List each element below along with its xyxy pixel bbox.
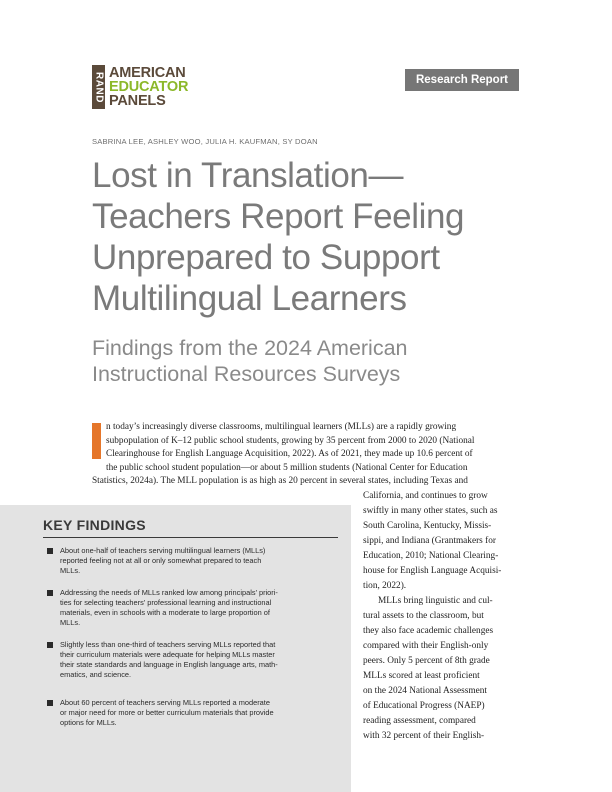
key-finding-line: their curriculum materials were adequate for helping MLLs master bbox=[60, 650, 275, 659]
body-line: reading assessment, compared bbox=[363, 716, 476, 726]
body-line: on the 2024 National Assessment bbox=[363, 686, 487, 696]
subtitle-line: Instructional Resources Surveys bbox=[92, 362, 401, 386]
key-finding-line: materials, even in schools with a moderate to large proportion of bbox=[60, 608, 270, 617]
logo-line-panels: PANELS bbox=[109, 93, 166, 109]
bullet-square-icon bbox=[47, 700, 53, 706]
logo-line-american: AMERICAN bbox=[109, 65, 186, 81]
body-line: compared with their English-only bbox=[363, 641, 489, 651]
key-finding-line: ties for selecting teachers’ professional learning and instructional bbox=[60, 598, 272, 607]
body-line: swiftly in many other states, such as bbox=[363, 506, 498, 516]
logo-line-educator: EDUCATOR bbox=[109, 79, 189, 95]
body-line: South Carolina, Kentucky, Missis- bbox=[363, 521, 492, 531]
key-finding-line: MLLs. bbox=[60, 566, 81, 575]
report-type-badge: Research Report bbox=[405, 69, 519, 91]
rand-logo-text: RAND bbox=[93, 72, 105, 103]
title-line: Teachers Report Feeling bbox=[92, 197, 465, 236]
title-line: Multilingual Learners bbox=[92, 279, 407, 318]
body-line: MLLs scored at least proficient bbox=[363, 671, 480, 681]
body-line: California, and continues to grow bbox=[363, 491, 488, 501]
bullet-square-icon bbox=[47, 642, 53, 648]
intro-line: subpopulation of K–12 public school students, growing by 35 percent from 2000 to 2020 (National bbox=[106, 435, 475, 446]
key-findings-heading: KEY FINDINGS bbox=[43, 517, 338, 538]
key-finding-line: About 60 percent of teachers serving MLLs reported a moderate bbox=[60, 698, 270, 707]
key-finding-line: MLLs. bbox=[60, 618, 81, 627]
key-finding-line: Addressing the needs of MLLs ranked low among principals’ priori- bbox=[60, 588, 278, 597]
body-line: peers. Only 5 percent of 8th grade bbox=[363, 656, 490, 666]
title-line: Lost in Translation— bbox=[92, 156, 404, 195]
body-line: house for English Language Acquisi- bbox=[363, 566, 502, 576]
intro-line: Statistics, 2024a). The MLL population is as high as 20 percent in several states, including Texas and bbox=[92, 476, 468, 486]
intro-line: Clearinghouse for English Language Acquisition, 2022). As of 2021, they made up 10.6 percent of bbox=[106, 449, 473, 459]
body-line: of Educational Progress (NAEP) bbox=[363, 701, 485, 711]
key-finding-line: ematics, and science. bbox=[60, 670, 132, 679]
report-subtitle bbox=[92, 335, 522, 387]
body-line: tural assets to the classroom, but bbox=[363, 611, 484, 621]
key-findings-panel bbox=[0, 505, 351, 792]
intro-line: the public school student population—or about 5 million students (National Center for Education bbox=[106, 462, 468, 473]
bullet-square-icon bbox=[47, 590, 53, 596]
key-finding-line: Slightly less than one-third of teachers serving MLLs reported that bbox=[60, 640, 276, 649]
report-title bbox=[92, 155, 522, 319]
body-line: MLLs bring linguistic and cul- bbox=[378, 596, 493, 606]
body-line: sippi, and Indiana (Grantmakers for bbox=[363, 536, 496, 546]
key-finding-line: options for MLLs. bbox=[60, 718, 117, 727]
key-finding-line: or major need for more or better curriculum materials that provide bbox=[60, 708, 274, 717]
key-finding-line: About one-half of teachers serving multilingual learners (MLLs) bbox=[60, 546, 266, 555]
author-list: SABRINA LEE, ASHLEY WOO, JULIA H. KAUFMAN, SY DOAN bbox=[92, 137, 318, 146]
intro-line: n today’s increasingly diverse classrooms, multilingual learners (MLLs) are a rapidly growing bbox=[106, 422, 457, 432]
body-line: Education, 2010; National Clearing- bbox=[363, 551, 499, 561]
body-line: they also face academic challenges bbox=[363, 626, 494, 636]
bullet-square-icon bbox=[47, 548, 53, 554]
drop-cap-bar bbox=[92, 423, 101, 459]
body-line: with 32 percent of their English- bbox=[363, 731, 485, 741]
american-educator-panels-logo bbox=[92, 65, 212, 111]
title-line: Unprepared to Support bbox=[92, 238, 440, 277]
body-line: tion, 2022). bbox=[363, 581, 407, 591]
key-finding-line: their state standards and language in English language arts, math- bbox=[60, 660, 278, 669]
subtitle-line: Findings from the 2024 American bbox=[92, 336, 408, 360]
key-finding-line: reported feeling not at all or only somewhat prepared to teach bbox=[60, 556, 262, 565]
